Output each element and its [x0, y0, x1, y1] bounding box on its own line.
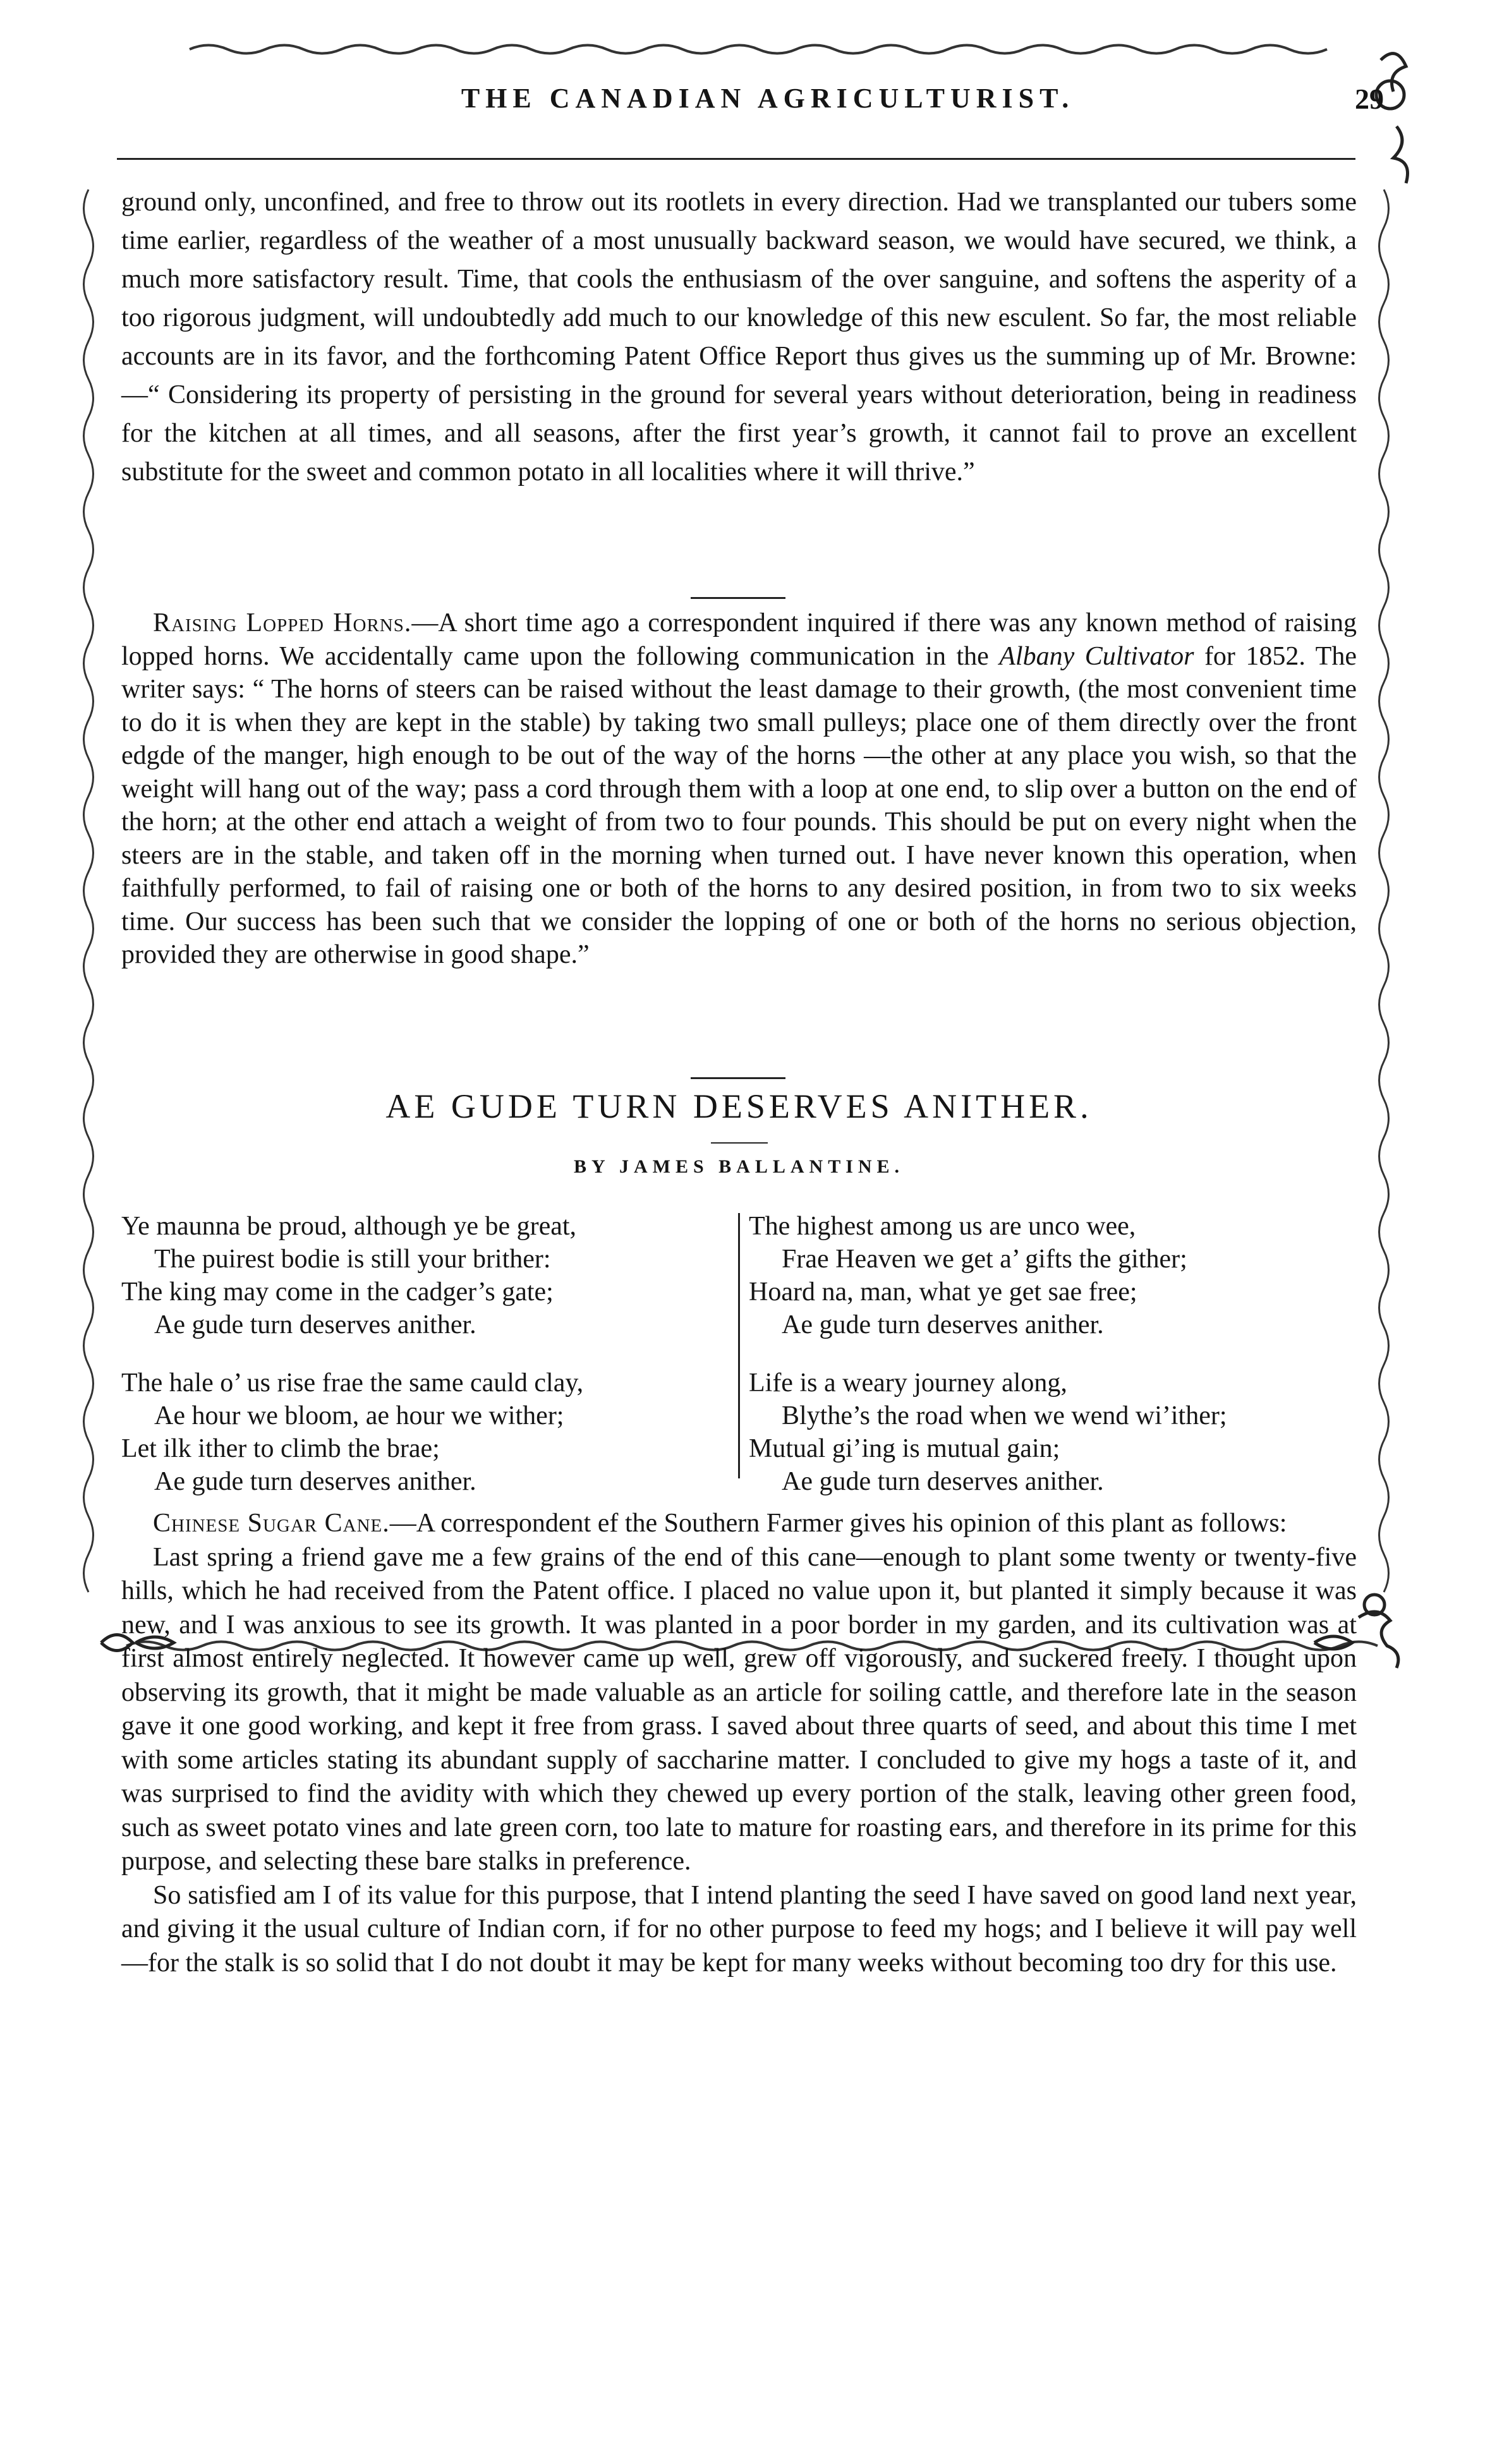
top-border-flourish — [190, 45, 1327, 54]
heading-sugar-cane: Chinese Sugar Cane. — [153, 1509, 390, 1538]
poem-line: Ae gude turn deserves anither. — [154, 1310, 476, 1339]
left-border-flourish — [84, 190, 94, 1592]
page-header-title: THE CANADIAN AGRICULTURIST. — [461, 83, 1075, 114]
title-rule — [711, 1142, 768, 1144]
poem-line: The puirest bodie is still your brither: — [154, 1245, 551, 1274]
page-number: 29 — [1355, 83, 1384, 115]
article-lopped-horns — [121, 607, 1357, 972]
paragraph-potato: ground only, unconfined, and free to throw out its rootlets in every direction. Had we transplanted our tubers some time earlier, regardless of the weather of a most unusually backward season, we would have secured, we think, a much more satisfactory result. Time, that cools the enthusiasm of the over sanguine, and softens the asperity of a too rigorous judgment, will undoubtedly add much to our knowledge of this new esculent. So far, the most reliable accounts are in its favor, and the forthcoming Patent Office Report thus gives us the summing up of Mr. Browne:—“ Considering its property of persisting in the ground for several years without deterioration, being in readiness for the kitchen at all times, and all seasons, after the first year’s growth, it cannot fail to prove an excellent substitute for the sweet and common potato in all localities where it will thrive.” — [121, 188, 1357, 486]
poem-line: Mutual gi’ing is mutual gain; — [749, 1434, 1060, 1463]
poem-line: The king may come in the cadger’s gate; — [121, 1277, 554, 1307]
section-rule — [691, 597, 785, 599]
source-title: Albany Cultivator — [999, 641, 1194, 671]
poem-right-column — [749, 1210, 1355, 1498]
paragraph-sugar-cane-intro: Chinese Sugar Cane.—A correspondent ef the Southern Farmer gives his opinion of this plant as follows: — [153, 1509, 1287, 1538]
paragraph-lopped-horns: Raising Lopped Horns.—A short time ago a correspondent inquired if there was any known method of raising lopped horns. We accidentally came upon the following communication in the Albany Cultivator for 1852. The writer says: “ The horns of steers can be raised without the least damage to their growth, (the most convenient time to do it is when they are kept in the stable) by taking two small pulleys; place one of them directly over the front edgde of the manger, high enough to be out of the way of the horns —the other at any place you wish, so that the weight will hang out of the way; pass a cord through them with a loop at one end, to slip over a button on the end of the horn; at the other end attach a weight of from two to four pounds. This should be put on every night when the steers are in the stable, and taken off in the morning when turned out. I have never known this operation, when faithfully performed, to fail of raising one or both of the horns to any desired position, in from two to six weeks time. Our success has been such that we consider the lopping of one or both of the horns no serious objection, provided they are otherwise in good shape.” — [121, 608, 1357, 969]
poem-line: The highest among us are unco wee, — [749, 1212, 1136, 1241]
paragraph-sugar-cane-2: So satisfied am I of its value for this purpose, that I intend planting the seed I have saved on good land next year, and giving it the usual culture of Indian corn, if for no other purpose to feed my hogs; and I believe it will pay well—for the stalk is so solid that I do not doubt it may be kept for many weeks without becoming too dry for this use. — [121, 1880, 1357, 1978]
article-sugar-cane — [121, 1507, 1357, 1980]
section-rule — [691, 1077, 785, 1079]
poem-line: Ye maunna be proud, although ye be great, — [121, 1212, 577, 1241]
poem-column-divider — [738, 1213, 740, 1478]
poem-left-column — [121, 1210, 728, 1498]
right-border-flourish — [1379, 190, 1389, 1592]
heading-lopped-horns: Raising Lopped Horns. — [153, 608, 412, 637]
poem-line: The hale o’ us rise frae the same cauld clay, — [121, 1368, 584, 1398]
article-potato-continued — [121, 183, 1357, 492]
poem-line: Frae Heaven we get a’ gifts the gither; — [782, 1245, 1187, 1274]
header-rule — [117, 158, 1355, 160]
poem-title: AE GUDE TURN DESERVES ANITHER. — [385, 1087, 1093, 1125]
poem-line: Ae gude turn deserves anither. — [154, 1467, 476, 1496]
poem-line: Ae gude turn deserves anither. — [782, 1310, 1104, 1339]
poem-byline: BY JAMES BALLANTINE. — [573, 1156, 905, 1177]
poem-line: Let ilk ither to climb the brae; — [121, 1434, 440, 1463]
poem-line: Life is a weary journey along, — [749, 1368, 1067, 1398]
poem-line: Hoard na, man, what ye get sae free; — [749, 1277, 1137, 1307]
poem-line: Ae gude turn deserves anither. — [782, 1467, 1104, 1496]
paragraph-sugar-cane-1: Last spring a friend gave me a few grains of the end of this cane—enough to plant some twenty or twenty-five hills, which he had received from the Patent office. I placed no value upon it, but planted it simply because it was new, and I was anxious to see its growth. It was planted in a poor border in my garden, and its cultivation was at first almost entirely neglected. It however came up well, grew off vigorously, and suckered freely. I thought upon observing its growth, that it might be made valuable as an article for soiling cattle, and therefore late in the season gave it one good working, and kept it free from grass. I saved about three quarts of seed, and about this time I met with some articles stating its abundant supply of saccharine matter. I concluded to give my hogs a taste of it, and was surprised to find the avidity with which they chewed up every portion of the stalk, leaving other green food, such as sweet potato vines and late green corn, too late to mature for roasting ears, and therefore in its prime for this purpose, and selecting these bare stalks in preference. — [121, 1542, 1357, 1876]
poem-line: Ae hour we bloom, ae hour we wither; — [154, 1401, 564, 1430]
poem-line: Blythe’s the road when we wend wi’ither; — [782, 1401, 1227, 1430]
